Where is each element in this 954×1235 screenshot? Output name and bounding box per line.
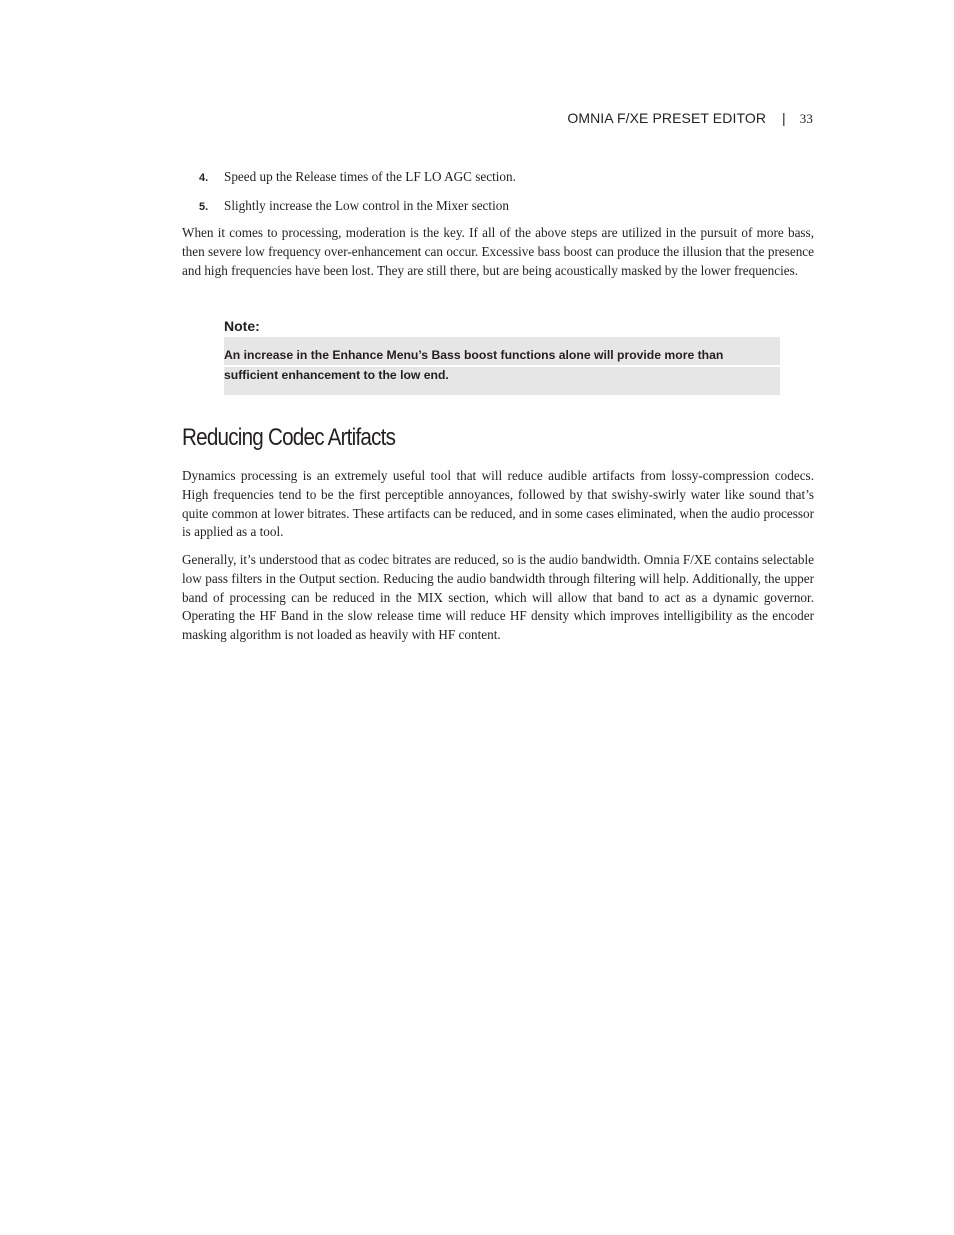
header-separator: | [782, 110, 786, 126]
numbered-steps [199, 168, 819, 226]
step-text: Speed up the Release times of the LF LO AGC section. [224, 169, 516, 184]
paragraph-dynamics: Dynamics processing is an extremely useful tool that will reduce audible artifacts from lossy-compression codecs. High frequencies tend to be the first perceptible annoyances, followed by that swishy-swirly water like sound that’s quite common at lower bitrates. These artifacts can be reduced, and in some cases eliminated, when the audio processor is applied as a tool. [182, 468, 814, 540]
step-text: Slightly increase the Low control in the Mixer section [224, 197, 509, 213]
page-number: 33 [799, 111, 813, 126]
step-number: 5. [199, 200, 209, 213]
list-item [199, 168, 819, 188]
header-title: OMNIA F/XE PRESET EDITOR [567, 110, 767, 126]
paragraph-bitrates: Generally, it’s understood that as codec bitrates are reduced, so is the audio bandwidth. Omnia F/XE contains selectable low pass filters in the Output section. Reducing the audio bandwidth through filtering will help. Additionally, the upper band of processing can be reduced in the MIX section, which will allow that band to act as a dynamic governor. Operating the HF Band in the slow release time will reduce HF density which improves intelligibility as the encoder masking algorithm is not loaded as heavily with HF content. [182, 552, 814, 643]
step-number: 4. [199, 172, 209, 184]
note-label: Note: [224, 318, 260, 334]
paragraph-moderation: When it comes to processing, moderation is the key. If all of the above steps are utilized in the pursuit of more bass, then severe low frequency over-enhancement can occur. Excessive bass boost can produce the illusion that the presence and high frequencies have been lost. They are still there, but are being acoustically masked by the lower frequencies. [182, 225, 814, 278]
list-item [199, 197, 819, 217]
note-text: An increase in the Enhance Menu’s Bass boost functions alone will provide more than sufficient enhancement to the low end. [224, 348, 724, 382]
running-header [567, 110, 813, 127]
note-box [224, 337, 780, 395]
section-title: Reducing Codec Artifacts [182, 424, 396, 451]
